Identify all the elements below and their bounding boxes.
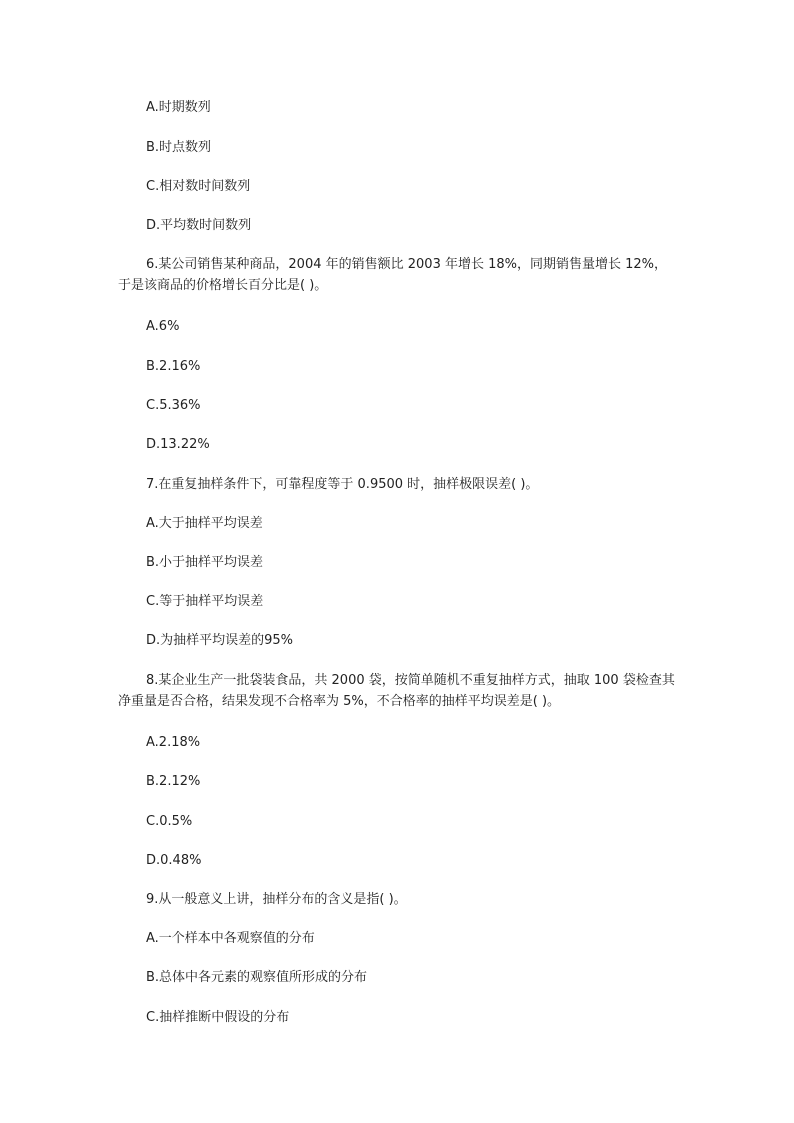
q7-option-c: C.等于抽样平均误差 (146, 594, 264, 609)
q5-option-c: C.相对数时间数列 (146, 179, 251, 194)
q9-option-a: A.一个样本中各观察值的分布 (146, 931, 315, 946)
q7-question: 7.在重复抽样条件下，可靠程度等于 0.9500 时，抽样极限误差( )。 (146, 477, 539, 492)
q8-option-d: D.0.48% (146, 853, 202, 868)
q7-option-b: B.小于抽样平均误差 (146, 555, 264, 570)
q8-option-c: C.0.5% (146, 814, 193, 829)
q8-question: 8.某企业生产一批袋装食品，共 2000 袋，按简单随机不重复抽样方式，抽取 100 袋检查其净重量是否合格，结果发现不合格率为 5%，不合格率的抽样平均误差是( )。 (118, 673, 675, 709)
q5-option-d: D.平均数时间数列 (146, 218, 252, 233)
q6-option-a: A.6% (146, 319, 180, 334)
q9-option-b: B.总体中各元素的观察值所形成的分布 (146, 970, 368, 985)
q6-question: 6.某公司销售某种商品，2004 年的销售额比 2003 年增长 18%，同期销售量增长 12%，于是该商品的价格增长百分比是( )。 (118, 257, 668, 293)
q6-option-d: D.13.22% (146, 437, 210, 452)
q5-option-b: B.时点数列 (146, 140, 212, 155)
q8-option-a: A.2.18% (146, 735, 201, 750)
q6-option-c: C.5.36% (146, 398, 201, 413)
q6-option-b: B.2.16% (146, 359, 201, 374)
q9-question: 9.从一般意义上讲，抽样分布的含义是指( )。 (146, 892, 407, 907)
q8-option-b: B.2.12% (146, 774, 201, 789)
q7-option-a: A.大于抽样平均误差 (146, 516, 263, 531)
q9-option-c: C.抽样推断中假设的分布 (146, 1010, 290, 1025)
q5-option-a: A.时期数列 (146, 100, 211, 115)
q7-option-d: D.为抽样平均误差的95% (146, 633, 294, 648)
